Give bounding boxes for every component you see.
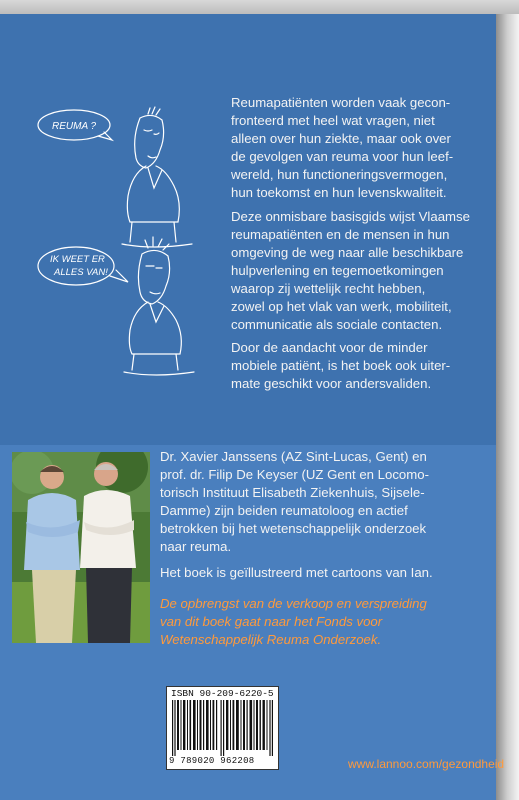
page-edge-right (496, 0, 519, 800)
isbn-barcode (166, 686, 279, 770)
bubble-1-text: REUMA ? (52, 121, 97, 132)
authors-photo (12, 452, 150, 643)
intro-paragraph: Reumapatiënten worden vaak gecon- fronteerd met heel wat vragen, niet alleen over hun ziekte, maar ook over de gevolgen van reuma voor hun leef- wereld, hun functioneringsvermogen, hun toekomst en hun levenskwaliteit. (231, 95, 454, 200)
authors-paragraph: Dr. Xavier Janssens (AZ Sint-Lucas, Gent) en prof. dr. Filip De Keyser (UZ Gent en Locomo- torisch Instituut Elisabeth Ziekenhuis, Sijsele- Damme) zijn beiden reumatoloog en actief betrokken bij het wetenschappelijk onderzoek naar reuma. (160, 449, 429, 554)
bubble-2-text-line1: IK WEET ER (50, 254, 105, 265)
illustration-credit: Het boek is geïllustreerd met cartoons van Ian. (160, 565, 433, 580)
cartoon-illustration (36, 96, 196, 386)
guide-paragraph: Deze onmisbare basisgids wijst Vlaamse reumapatiënten en de mensen in hun omgeving de weg naar alle beschikbare hulpverlening en tegemoetkomingen waarop zij wettelijk recht hebben, zowel op het vlak van werk, mobiliteit, communicatie als sociale contacten. (231, 209, 470, 332)
speech-bubble-2 (38, 247, 114, 285)
proceeds-note: De opbrengst van de verkoop en verspreiding van dit boek gaat naar het Fonds voor Wetenschappelijk Reuma Onderzoek. (160, 596, 427, 647)
bubble-2-text-line2: ALLES VAN! (54, 267, 108, 278)
barcode-digits: 9 789020 962208 (169, 756, 255, 766)
page-edge-top (0, 0, 519, 14)
isbn-number: ISBN 90-209-6220-5 (171, 688, 274, 699)
publisher-website[interactable]: www.lannoo.com/gezondheid (348, 757, 505, 771)
barcode-bars (172, 700, 273, 756)
accessibility-paragraph: Door de aandacht voor de minder mobiele patiënt, is het boek ook uiter- mate geschikt voor andersvaliden. (231, 340, 451, 391)
